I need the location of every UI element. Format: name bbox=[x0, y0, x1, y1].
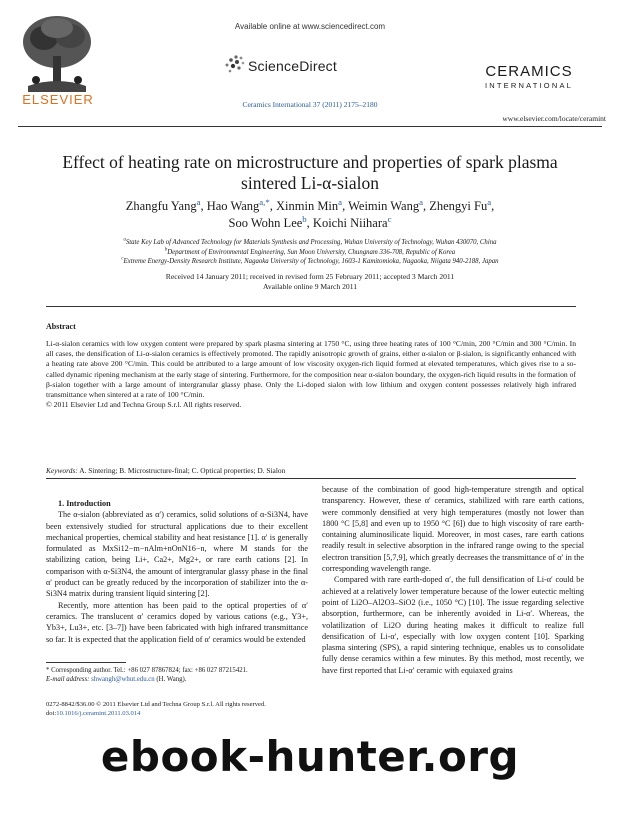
sciencedirect-wordmark: ScienceDirect bbox=[248, 58, 337, 74]
body-paragraph: because of the combination of good high-temperature strength and optical transparency. However, these α′ ceramics, stabilized with rare earth cations, were commonly densified at very high temperatures (mostly not lower than 1800 °C [5,8] and even up to 1950 °C [6]) due to high viscosity of rare earth-containing aluminosilicate liquid. Moreover, in most cases, rare earth cations readily result in selective absorption in the infrared range owing to the special electron transition [5,7,9], which greatly decreases the transmittance of α′ in the corresponding wavelength range. bbox=[322, 485, 584, 574]
publisher-name: ELSEVIER bbox=[22, 92, 94, 107]
authors-line-2: Soo Wohn Lee$^b$, Koichi Niihara$^c$ bbox=[228, 213, 392, 230]
abstract-top-divider bbox=[46, 306, 576, 307]
author-affil-mark[interactable]: a bbox=[338, 196, 343, 207]
author-affil-mark[interactable]: a bbox=[487, 196, 492, 207]
abstract-body bbox=[46, 339, 576, 410]
journal-logo bbox=[470, 64, 588, 90]
journal-logo-line2: INTERNATIONAL bbox=[484, 81, 574, 90]
keywords-list: A. Sintering; B. Microstructure-final; C. Optical properties; D. Sialon bbox=[79, 466, 286, 475]
keywords bbox=[46, 466, 576, 475]
issn-block bbox=[46, 700, 346, 718]
body-paragraph: Compared with rare earth-doped α′, the full densification of Li-α′ could be achieved at a relatively lower temperature because of the lower eutectic melting point of Li2O–Al2O3–SiO2 (i.e., 1050 °C) [10]. The issue regarding selective absorption, furthermore, can be inherently avoided in Li-α′. Whereas, the volatilization of Li2O during heating makes it difficult to realize full densification of Li-α′, especially with low oxygen content [10]. Sparking plasma sintering (SPS), a rapid sintering technique, enables us to consolidate fully dense ceramics within a few minutes. By this method, most recently, we have first reported that Li-α′ ceramic with equiaxed grains bbox=[322, 575, 584, 675]
watermark-text: ebook-hunter.org bbox=[100, 732, 520, 781]
affiliation-item: $^a$State Key Lab of Advanced Technology for Materials Synthesis and Processing, Wuhan University of Technology, Wuhan 430070, China bbox=[123, 237, 497, 246]
section-heading-introduction: 1. Introduction bbox=[58, 499, 111, 508]
title-line-2: sintered Li-α-sialon bbox=[241, 173, 379, 193]
abstract-bottom-divider bbox=[46, 478, 576, 479]
author-name[interactable]: Xinmin Min bbox=[276, 199, 339, 213]
affiliation-item: $^c$Extreme Energy-Density Research Institute, Nagaoka University of Technology, 1603-1 Kamitomioka, Nagaoka, Niigata 940-2188, Japan bbox=[121, 256, 499, 265]
corresponding-text: Corresponding author. Tel.: +86 027 87867824; fax: +86 027 87215421. bbox=[51, 667, 248, 674]
email-suffix: (H. Wang). bbox=[156, 676, 187, 683]
sciencedirect-dots-icon bbox=[222, 54, 246, 74]
abstract-heading: Abstract bbox=[46, 322, 76, 331]
available-online-text: Available online at www.sciencedirect.com bbox=[234, 22, 386, 31]
doi-link[interactable]: 10.1016/j.ceramint.2011.03.014 bbox=[56, 710, 141, 717]
author-affil-mark[interactable]: b bbox=[302, 213, 307, 224]
footnote-divider bbox=[46, 662, 126, 663]
email-label: E-mail address: bbox=[46, 676, 90, 683]
body-paragraph: Recently, more attention has been paid to the optical properties of α′ ceramics. The translucent α′ ceramics doped by various cations (e.g., Y3+, Yb3+, Lu3+, etc. [3–7]) have been fabricated with high infrared transmittance so far. It is expected that the application field of α′ ceramics would be extended bbox=[46, 600, 308, 644]
author-name[interactable]: Zhangfu Yang bbox=[125, 199, 197, 213]
author-name[interactable]: Hao Wang bbox=[206, 199, 260, 213]
article-dates bbox=[0, 272, 620, 292]
authors-line-1: Zhangfu Yang$^a$, Hao Wang$^{a,*}$, Xinmin Min$^a$, Weimin Wang$^a$, Zhengyi Fu$^a$, bbox=[125, 196, 495, 213]
body-left-column bbox=[46, 484, 308, 645]
author-affil-mark[interactable]: a bbox=[196, 196, 201, 207]
journal-url-link[interactable]: www.elsevier.com/locate/ceramint bbox=[502, 114, 606, 123]
abstract-copyright: © 2011 Elsevier Ltd and Techna Group S.r.l. All rights reserved. bbox=[46, 400, 242, 410]
author-affil-mark[interactable]: c bbox=[387, 213, 392, 224]
author-name[interactable]: Zhengyi Fu bbox=[429, 199, 488, 213]
email-link[interactable]: shwangh@whut.edu.cn bbox=[91, 676, 155, 683]
affiliations bbox=[30, 238, 590, 267]
author-list bbox=[60, 198, 560, 232]
author-name[interactable]: Weimin Wang bbox=[348, 199, 420, 213]
online-date: Available online 9 March 2011 bbox=[262, 282, 358, 291]
asterisk-mark: * bbox=[46, 667, 52, 674]
header-divider bbox=[18, 126, 602, 127]
received-dates: Received 14 January 2011; received in revised form 25 February 2011; accepted 3 March 2011 bbox=[165, 272, 455, 281]
title-line-1: Effect of heating rate on microstructure and properties of spark plasma bbox=[62, 152, 558, 172]
keywords-label: Keywords: bbox=[46, 466, 78, 475]
author-affil-mark[interactable]: a bbox=[419, 196, 423, 207]
affiliation-item: $^b$Department of Environmental Engineering, Sun Moon University, Chungnam 336-708, Republic of Korea bbox=[164, 247, 456, 256]
body-paragraph: The α-sialon (abbreviated as α′) ceramics, solid solutions of α-Si3N4, have been extensively studied for structural applications due to their excellent mechanical properties, chemical stability and heat resistance [1]. α′ is generally formulated as MxSi12−m−nAlm+nOnN16−n, where M stands for the stabilizing cation, being Li+, Ca2+, Mg2+, or rare earth cations [2]. In comparison with α-Si3N4, the amount of intergranular glassy phase in the final α′ product can be greatly reduced by the incorporation of stabilizer into the α-Si3N4 matrix during transient liquid sintering [2]. bbox=[46, 510, 308, 599]
issn-line: 0272-8842/$36.00 © 2011 Elsevier Ltd and Techna Group S.r.l. All rights reserved. bbox=[46, 701, 266, 708]
article-title bbox=[40, 152, 580, 194]
body-right-column bbox=[322, 484, 584, 676]
author-name[interactable]: Soo Wohn Lee bbox=[228, 216, 303, 230]
doi-label: doi: bbox=[46, 710, 57, 717]
author-name[interactable]: Koichi Niihara bbox=[312, 216, 388, 230]
abstract-text: Li-α-sialon ceramics with low oxygen content were prepared by spark plasma sintering at 1750 °C, using three heating rates of 100 °C/min, 200 °C/min and 300 °C/min. In all cases, the densification of Li-α-sialon ceramics is effectively promoted. The rapidly anisotropic growth of grains, either α-sialon or β-sialon, is significantly enhanced with a heating rate above 200 °C/min. This could be attributed to a large amount of low viscosity oxygen-rich liquid formed at elevated temperatures, which gives rise to a so-called dynamic ripening mechanism at the early stage of sintering. Furthermore, for the composition near α-sialon boundary, the oxygen-rich liquid results in the formation of β-sialon together with a large amount of intergranular glassy phase. Only the Li-doped sialon with low lithium and oxygen content possesses relatively high infrared transmittance when sintered at a rate of 100 °C/min. bbox=[46, 339, 576, 400]
corresponding-author-footnote bbox=[46, 666, 308, 684]
journal-citation-link[interactable]: Ceramics International 37 (2011) 2175–2180 bbox=[242, 100, 378, 109]
author-affil-mark[interactable]: a,* bbox=[259, 196, 270, 207]
journal-logo-line1: CERAMICS bbox=[485, 63, 573, 80]
